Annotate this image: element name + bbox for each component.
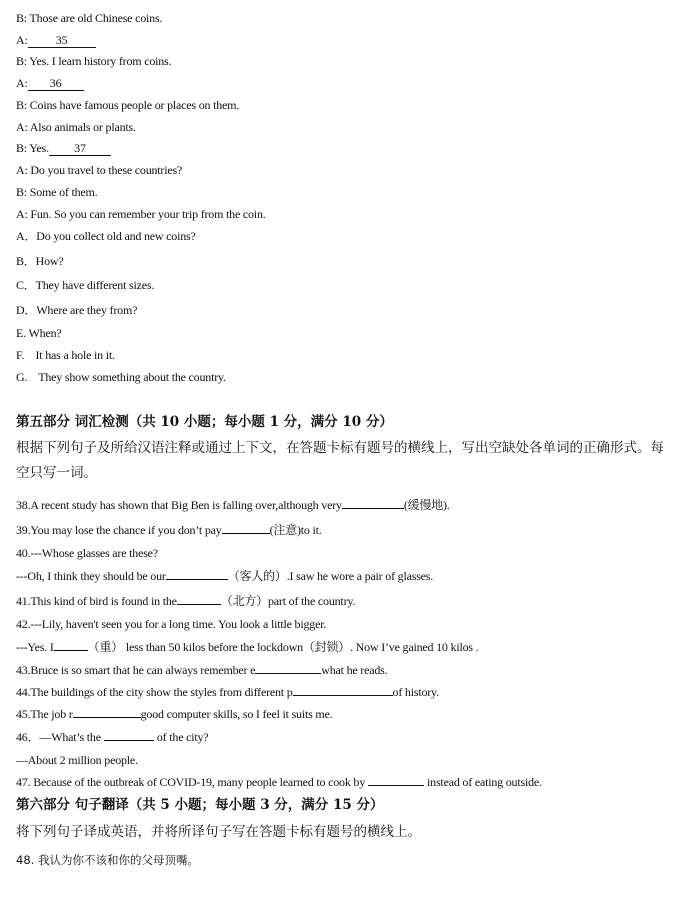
dialogue-line: B: Some of them. [16,185,98,199]
blank-38[interactable] [342,497,404,509]
blank-41[interactable] [177,593,221,605]
dialogue-line: B: Coins have famous people or places on them. [16,98,240,112]
option-d: D．Where are they from? [16,303,138,317]
question-40: 40.---Whose glasses are these? [16,546,158,560]
option-g: G. They show something about the country. [16,370,226,384]
dialogue-line: B: Yes. I learn history from coins. [16,54,172,68]
question-38: 38.A recent study has shown that Big Ben is falling over,although very (缓慢地). [16,498,450,512]
blank-46[interactable] [104,729,154,741]
option-f: F. It has a hole in it. [16,348,115,362]
dialogue-line: B: Those are old Chinese coins. [16,11,163,25]
blank-40[interactable] [166,568,228,580]
dialogue-line: A: 36 [16,75,84,91]
option-e: E. When? [16,326,62,340]
answer-blank-36[interactable]: 36 [28,77,84,91]
dialogue-line: B: Yes. 37 [16,140,111,156]
blank-45[interactable] [73,706,141,718]
question-42: 42.---Lily, haven't seen you for a long time. You look a little bigger. [16,617,327,631]
question-41: 41.This kind of bird is found in the （北方）part of the country. [16,594,356,608]
blank-47[interactable] [368,774,424,786]
blank-42[interactable] [54,639,88,651]
question-46-reply: —About 2 million people. [16,753,138,767]
option-c: C．They have different sizes. [16,278,155,292]
question-39: 39.You may lose the chance if you don’t pay (注意)to it. [16,523,322,537]
question-40-reply: ---Oh, I think they should be our （客人的）.I saw he wore a pair of glasses. [16,569,434,583]
blank-43[interactable] [255,662,321,674]
dialogue-line: A: 35 [16,32,96,48]
dialogue-line: A: Also animals or plants. [16,120,136,134]
option-a: A．Do you collect old and new coins? [16,229,196,243]
dialogue-line: A: Do you travel to these countries? [16,163,183,177]
section5-title: 第五部分 词汇检测（共 10 小题；每小题 1 分，满分 10 分） [16,414,393,430]
question-48: 48. 我认为你不该和你的父母顶嘴。 [16,853,199,867]
blank-44[interactable] [293,684,393,696]
question-44: 44.The buildings of the city show the styles from different p of history. [16,685,439,699]
question-47: 47. Because of the outbreak of COVID-19, many people learned to cook by instead of eating outside. [16,775,542,789]
question-46: 46．—What’s the of the city? [16,730,209,744]
question-42-reply: ---Yes. I （重） less than 50 kilos before the lockdown（封锁）. Now I’ve gained 10 kilos . [16,640,479,654]
section6-instruction: 将下列句子译成英语，并将所译句子写在答题卡标有题号的横线上。 [16,824,421,840]
question-43: 43.Bruce is so smart that he can always remember e what he reads. [16,663,388,677]
section5-instruction: 根据下列句子及所给汉语注释或通过上下文，在答题卡标有题号的横线上，写出空缺处各单词的正确形式。每空只写一词。 [16,440,664,481]
blank-39[interactable] [222,522,270,534]
section6-title: 第六部分 句子翻译（共 5 小题；每小题 3 分，满分 15 分） [16,797,384,813]
answer-blank-35[interactable]: 35 [28,34,96,48]
answer-blank-37[interactable]: 37 [49,142,111,156]
option-b: B．How? [16,254,64,268]
question-45: 45.The job r good computer skills, so I feel it suits me. [16,707,333,721]
dialogue-line: A: Fun. So you can remember your trip from the coin. [16,207,266,221]
